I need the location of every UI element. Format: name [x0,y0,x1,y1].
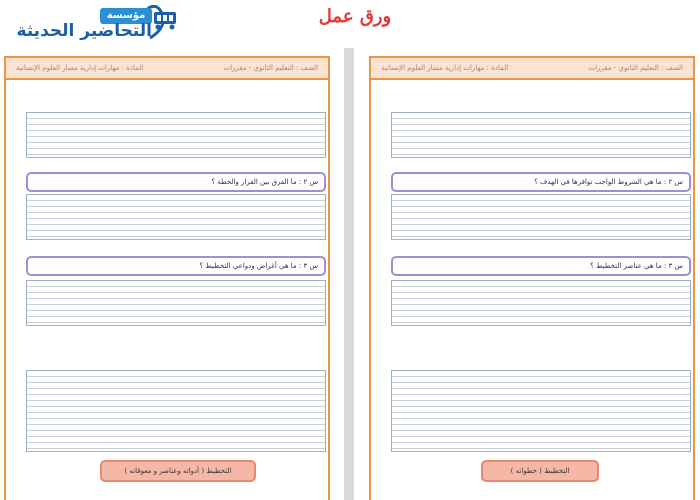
worksheet-left [4,56,330,500]
answer-box [26,112,326,158]
logo-text: التحاضير الحديثة [16,21,152,41]
answer-box [26,280,326,326]
question-3: س ٣ : ما هي عناصر التخطيط ؟ [391,256,691,276]
question-2: س ٢ : ما الفرق بين القرار والخطة ؟ [26,172,326,192]
page-title: ورق عمل [318,6,392,27]
sheet-header [6,58,328,80]
grade-label: الصف : التعليم الثانوي - مقررات [223,64,318,72]
answer-box [26,370,326,452]
subject-label: المادة : مهارات إدارية مسار العلوم الإنسانية [381,64,509,72]
answer-box [391,194,691,240]
answer-box [391,112,691,158]
logo [0,0,180,46]
worksheet-right [369,56,695,500]
sheet-header [371,58,693,80]
topic-button[interactable]: التخطيط ( أدواته وعناصر و معوقاته ) [100,460,256,482]
question-3: س ٣ : ما هي أغراض ودواعي التخطيط ؟ [26,256,326,276]
subject-label: المادة : مهارات إدارية مسار العلوم الإنسانية [16,64,144,72]
answer-box [391,370,691,452]
question-2: س ٢ : ما هي الشروط الواجب توافرها في الهدف ؟ [391,172,691,192]
grade-label: الصف : التعليم الثانوي - مقررات [588,64,683,72]
answer-box [391,280,691,326]
answer-box [26,194,326,240]
page-divider [344,48,354,500]
logo-badge: مؤسسة [100,8,152,24]
topic-button[interactable]: التخطيط ( خطواته ) [481,460,599,482]
